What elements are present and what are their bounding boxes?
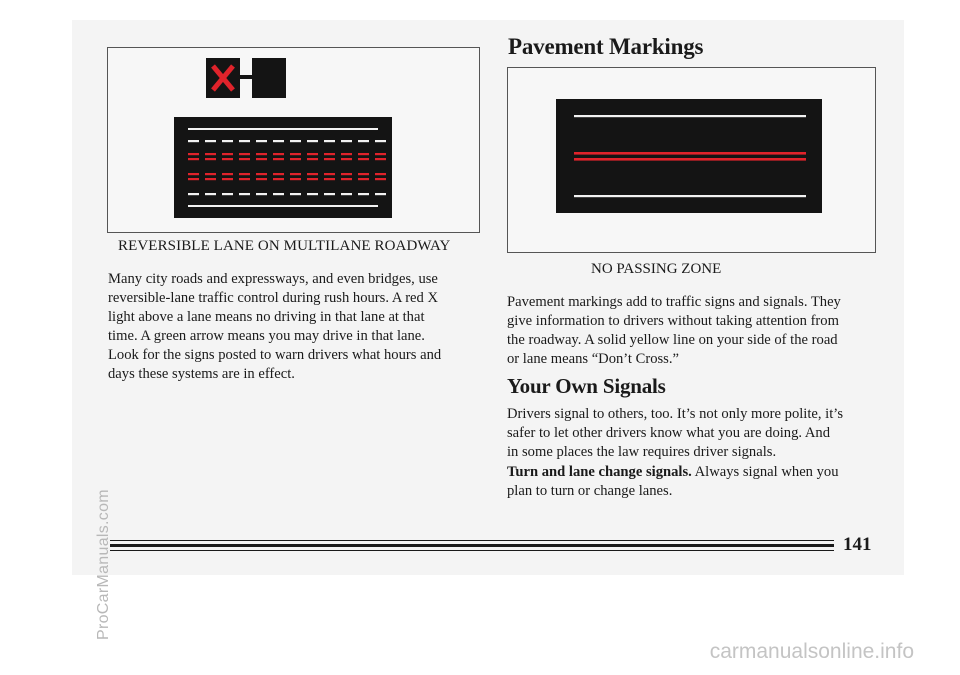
lane-dash-red [341, 153, 352, 155]
lane-dash-red [222, 178, 233, 180]
footer-rule-middle [110, 544, 834, 547]
center-line-solid-1 [574, 152, 806, 155]
lane-dash-red [222, 153, 233, 155]
side-watermark: ProCarManuals.com [95, 489, 112, 640]
paragraph-line: time. A green arrow means you may drive in that lane. [108, 328, 425, 344]
lane-dash-red [290, 158, 301, 160]
no-passing-zone-illustration [508, 68, 875, 252]
pavement-markings-heading: Pavement Markings [508, 34, 704, 59]
lane-dash-white [324, 193, 335, 195]
lane-dash-white [341, 193, 352, 195]
lane-dash-red [358, 178, 369, 180]
paragraph-line: Many city roads and expressways, and even bridges, use [108, 271, 438, 287]
lane-dash-white [205, 193, 216, 195]
lane-dash-red [290, 153, 301, 155]
pavement-markings-paragraph [507, 293, 887, 369]
lane-dash-white [290, 193, 301, 195]
lane-dash-white [341, 140, 352, 142]
reversible-lane-caption: REVERSIBLE LANE ON MULTILANE ROADWAY [118, 238, 451, 254]
lane-dash-red [341, 158, 352, 160]
lane-dash-red [256, 153, 267, 155]
lane-dash-white [307, 193, 318, 195]
lane-dash-red [188, 153, 199, 155]
lane-dash-red [205, 153, 216, 155]
lane-dash-red [290, 178, 301, 180]
lane-dash-red [375, 153, 386, 155]
lane-dash-red [324, 178, 335, 180]
lane-dash-white [239, 140, 250, 142]
lane-dash-white [358, 140, 369, 142]
lane-dash-red [273, 153, 284, 155]
edge-line-top [574, 115, 806, 117]
lane-dash-red [358, 158, 369, 160]
lane-dash-red [273, 173, 284, 175]
paragraph-line: reversible-lane traffic control during rush hours. A red X [108, 290, 439, 306]
reversible-lane-illustration [108, 48, 479, 232]
paragraph-line: in some places the law requires driver signals. [507, 444, 777, 460]
lane-dash-white [375, 140, 386, 142]
lane-dash-white [256, 140, 267, 142]
lane-dash-white [358, 193, 369, 195]
lane-dash-white [290, 140, 301, 142]
lane-dash-red [188, 158, 199, 160]
lane-dash-white [188, 140, 199, 142]
reversible-lane-paragraph [108, 270, 488, 384]
lane-dash-red [341, 178, 352, 180]
lane-dash-white [239, 193, 250, 195]
paragraph-line [507, 463, 892, 482]
lane-dash-red [375, 158, 386, 160]
lane-dash-red [307, 153, 318, 155]
turn-signals-lead-in: Turn and lane change signals. [507, 464, 692, 480]
turn-signals-paragraph [507, 463, 892, 501]
signal-light-dark [252, 58, 286, 98]
road-surface [174, 117, 392, 218]
no-passing-zone-caption: NO PASSING ZONE [591, 261, 722, 277]
lane-dash-red [205, 173, 216, 175]
lane-dash-red [273, 178, 284, 180]
paragraph-line: Drivers signal to others, too. It’s not only more polite, it’s [507, 406, 844, 422]
lane-edge-line [188, 205, 378, 207]
lane-dash-white [273, 140, 284, 142]
turn-signals-text: Always signal when you [691, 464, 839, 480]
lane-dash-red [273, 158, 284, 160]
lane-dash-red [307, 178, 318, 180]
page-number: 141 [843, 534, 872, 555]
lane-dash-red [205, 178, 216, 180]
signal-bridge-bar [240, 75, 252, 79]
lane-dash-red [290, 173, 301, 175]
lane-dash-white [222, 140, 233, 142]
lane-dash-red [375, 178, 386, 180]
lane-dash-white [324, 140, 335, 142]
paragraph-line: the roadway. A solid yellow line on your side of the road [507, 332, 838, 348]
lane-edge-line [188, 128, 378, 130]
edge-line-bottom [574, 195, 806, 197]
paragraph-line: or lane means “Don’t Cross.” [507, 351, 679, 367]
lane-dash-red [239, 158, 250, 160]
paragraph-line: safer to let other drivers know what you are doing. And [507, 425, 831, 441]
footer-rule-top [110, 540, 834, 541]
lane-dash-white [188, 193, 199, 195]
lane-dash-red [375, 173, 386, 175]
lane-dash-red [239, 153, 250, 155]
paragraph-line: days these systems are in effect. [108, 366, 295, 382]
your-own-signals-heading: Your Own Signals [507, 374, 666, 398]
lane-dash-red [205, 158, 216, 160]
lane-dash-red [188, 178, 199, 180]
lane-dash-red [358, 173, 369, 175]
lane-dash-red [256, 173, 267, 175]
lane-dash-red [188, 173, 199, 175]
your-own-signals-paragraph [507, 405, 892, 462]
lane-dash-red [307, 173, 318, 175]
lane-dash-white [222, 193, 233, 195]
lane-dash-red [324, 153, 335, 155]
lane-dash-red [239, 173, 250, 175]
footer-rule-bottom [110, 550, 834, 551]
lane-dash-white [256, 193, 267, 195]
lane-dash-white [375, 193, 386, 195]
lane-dash-red [256, 158, 267, 160]
lane-dash-red [222, 173, 233, 175]
lane-dash-red [222, 158, 233, 160]
paragraph-line: give information to drivers without taking attention from [507, 313, 839, 329]
lane-dash-white [307, 140, 318, 142]
paragraph-line: light above a lane means no driving in that lane at that [108, 309, 425, 325]
lane-dash-red [307, 158, 318, 160]
bottom-watermark: carmanualsonline.info [709, 640, 914, 663]
no-passing-zone-figure [507, 67, 876, 253]
lane-dash-red [341, 173, 352, 175]
paragraph-line: plan to turn or change lanes. [507, 483, 673, 499]
lane-dash-red [358, 153, 369, 155]
lane-dash-white [205, 140, 216, 142]
lane-dash-red [239, 178, 250, 180]
lane-dash-red [256, 178, 267, 180]
lane-dash-red [324, 173, 335, 175]
lane-dash-red [324, 158, 335, 160]
center-line-solid-2 [574, 158, 806, 161]
lane-dash-white [273, 193, 284, 195]
paragraph-line: Look for the signs posted to warn drivers what hours and [108, 347, 442, 363]
paragraph-line: Pavement markings add to traffic signs and signals. They [507, 294, 841, 310]
reversible-lane-figure [107, 47, 480, 233]
